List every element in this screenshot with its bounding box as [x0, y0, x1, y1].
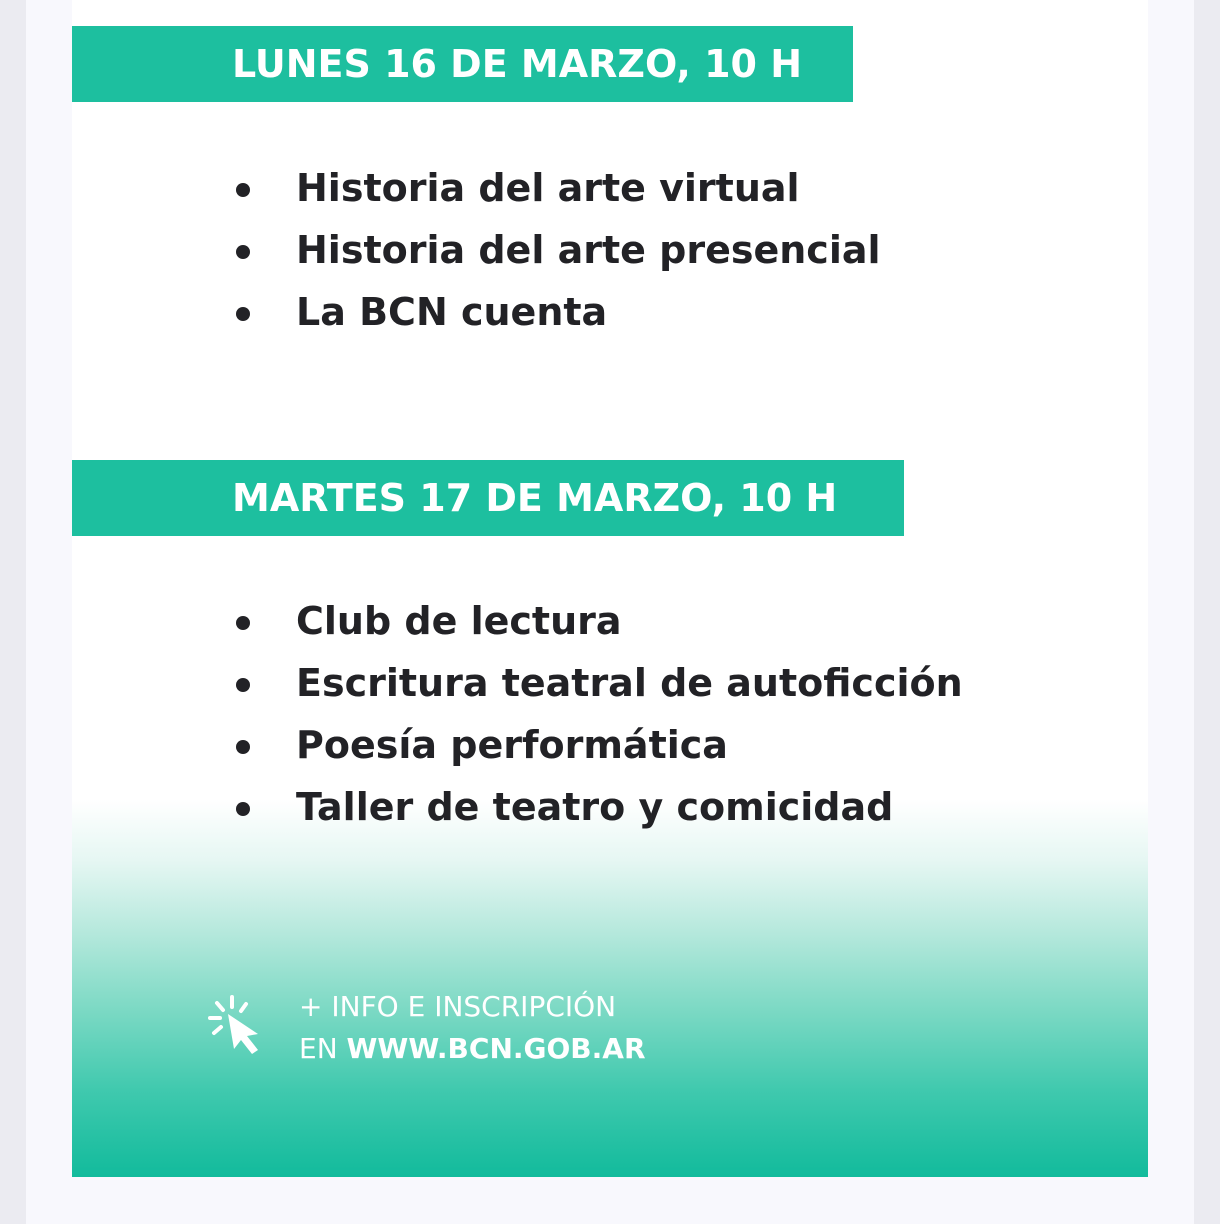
activity-list-monday — [232, 157, 881, 343]
activity-label: Historia del arte presencial — [296, 228, 881, 272]
list-item — [232, 157, 881, 219]
activity-label: Escritura teatral de autoficción — [296, 661, 963, 705]
bullet-icon — [236, 307, 250, 321]
bullet-icon — [236, 740, 250, 754]
activity-label: Taller de teatro y comicidad — [296, 785, 894, 829]
click-cursor-icon — [206, 994, 270, 1058]
info-registration[interactable] — [206, 986, 686, 1066]
activity-list-tuesday — [232, 590, 963, 838]
bullet-icon — [236, 616, 250, 630]
list-item — [232, 714, 963, 776]
bullet-icon — [236, 183, 250, 197]
activity-label: Poesía performática — [296, 723, 728, 767]
list-item — [232, 652, 963, 714]
website-link[interactable]: WWW.BCN.GOB.AR — [346, 1032, 646, 1065]
info-text — [299, 986, 646, 1070]
list-item — [232, 281, 881, 343]
activity-label: La BCN cuenta — [296, 290, 608, 334]
list-item — [232, 590, 963, 652]
list-item — [232, 776, 963, 838]
info-line-title: + INFO E INSCRIPCIÓN — [299, 990, 617, 1023]
info-prefix: EN — [299, 1032, 347, 1065]
bullet-icon — [236, 245, 250, 259]
bullet-icon — [236, 678, 250, 692]
date-banner-monday: LUNES 16 DE MARZO, 10 H — [72, 26, 853, 102]
activity-label: Historia del arte virtual — [296, 166, 800, 210]
activity-label: Club de lectura — [296, 599, 622, 643]
list-item — [232, 219, 881, 281]
info-line-website — [299, 1028, 646, 1070]
date-banner-tuesday: MARTES 17 DE MARZO, 10 H — [72, 460, 904, 536]
bullet-icon — [236, 802, 250, 816]
